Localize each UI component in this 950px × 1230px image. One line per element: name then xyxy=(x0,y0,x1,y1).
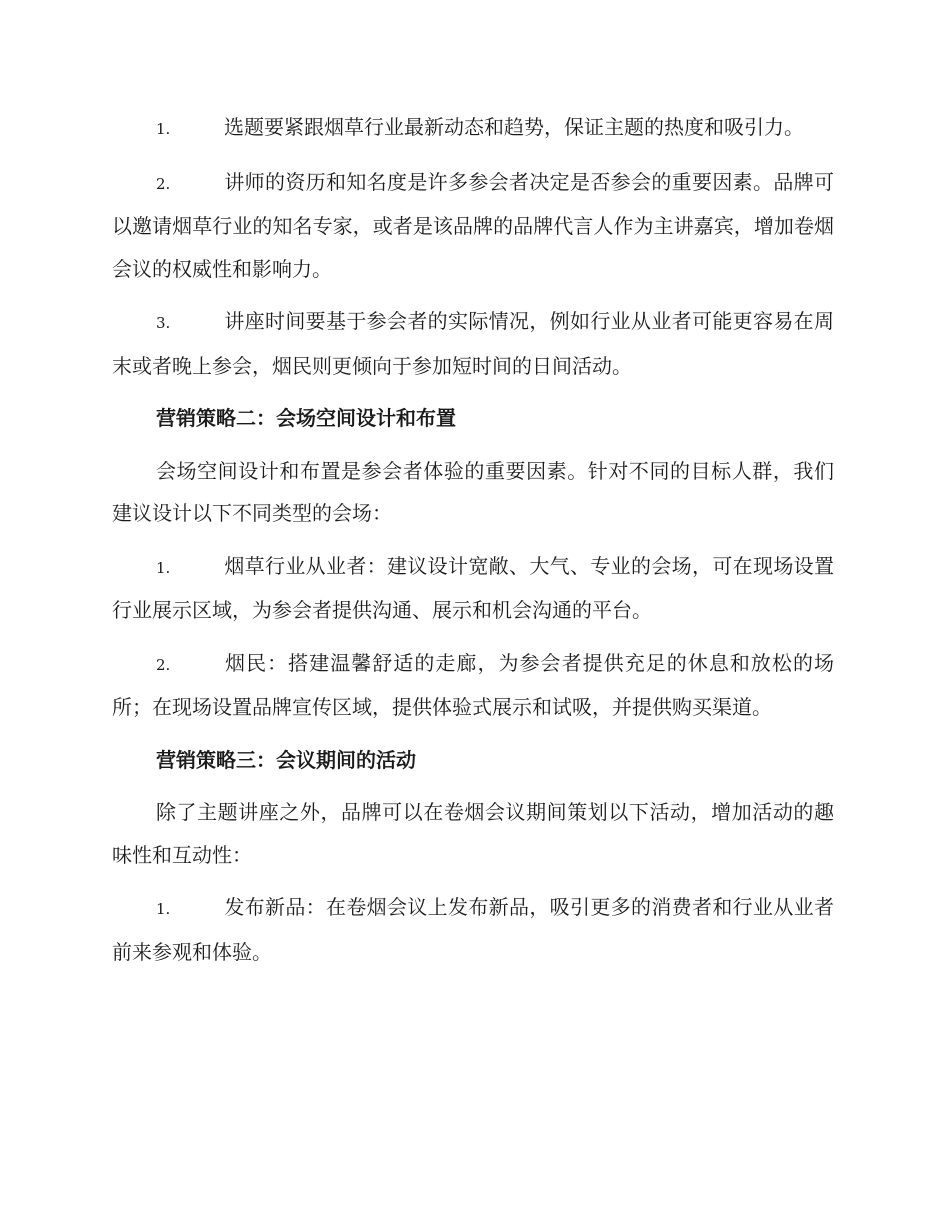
section-heading: 营销策略三：会议期间的活动 xyxy=(156,747,416,772)
list-item-text: 发布新品：在卷烟会议上发布新品，吸引更多的消费者和行业从业者前来参观和体验。 xyxy=(112,895,834,964)
body-paragraph: 会场空间设计和布置是参会者体验的重要因素。针对不同的目标人群，我们建议设计以下不同类型的会场： xyxy=(112,458,834,525)
list-item xyxy=(112,886,834,973)
list-item xyxy=(112,161,834,291)
list-item-text: 烟草行业从业者：建议设计宽敞、大气、专业的会场，可在现场设置行业展示区域，为参会者提供沟通、展示和机会沟通的平台。 xyxy=(112,553,834,622)
list-item xyxy=(112,642,834,729)
list-number: 1. xyxy=(156,558,171,577)
document-page xyxy=(112,106,834,983)
list-item xyxy=(112,545,834,632)
list-number: 1. xyxy=(156,900,171,918)
list-number: 3. xyxy=(156,314,171,332)
list-item xyxy=(112,106,834,151)
list-item-text: 烟民：搭建温馨舒适的走廊，为参会者提供充足的休息和放松的场所；在现场设置品牌宣传区域，提供体验式展示和试吸，并提供购买渠道。 xyxy=(112,650,834,719)
list-item-text: 选题要紧跟烟草行业最新动态和趋势，保证主题的热度和吸引力。 xyxy=(224,115,804,139)
section-heading: 营销策略二：会场空间设计和布置 xyxy=(156,406,456,430)
list-number: 1. xyxy=(156,120,171,138)
list-item-text: 讲师的资历和知名度是许多参会者决定是否参会的重要因素。品牌可以邀请烟草行业的知名专家，或者是该品牌的品牌代言人作为主讲嘉宾，增加卷烟会议的权威性和影响力。 xyxy=(112,169,834,281)
list-item-text: 讲座时间要基于参会者的实际情况，例如行业从业者可能更容易在周末或者晚上参会，烟民则更倾向于参加短时间的日间活动。 xyxy=(112,309,834,378)
list-number: 2. xyxy=(156,655,171,674)
body-paragraph: 除了主题讲座之外，品牌可以在卷烟会议期间策划以下活动，增加活动的趣味性和互动性： xyxy=(112,800,834,867)
list-item xyxy=(112,300,834,387)
list-number: 2. xyxy=(156,174,171,193)
